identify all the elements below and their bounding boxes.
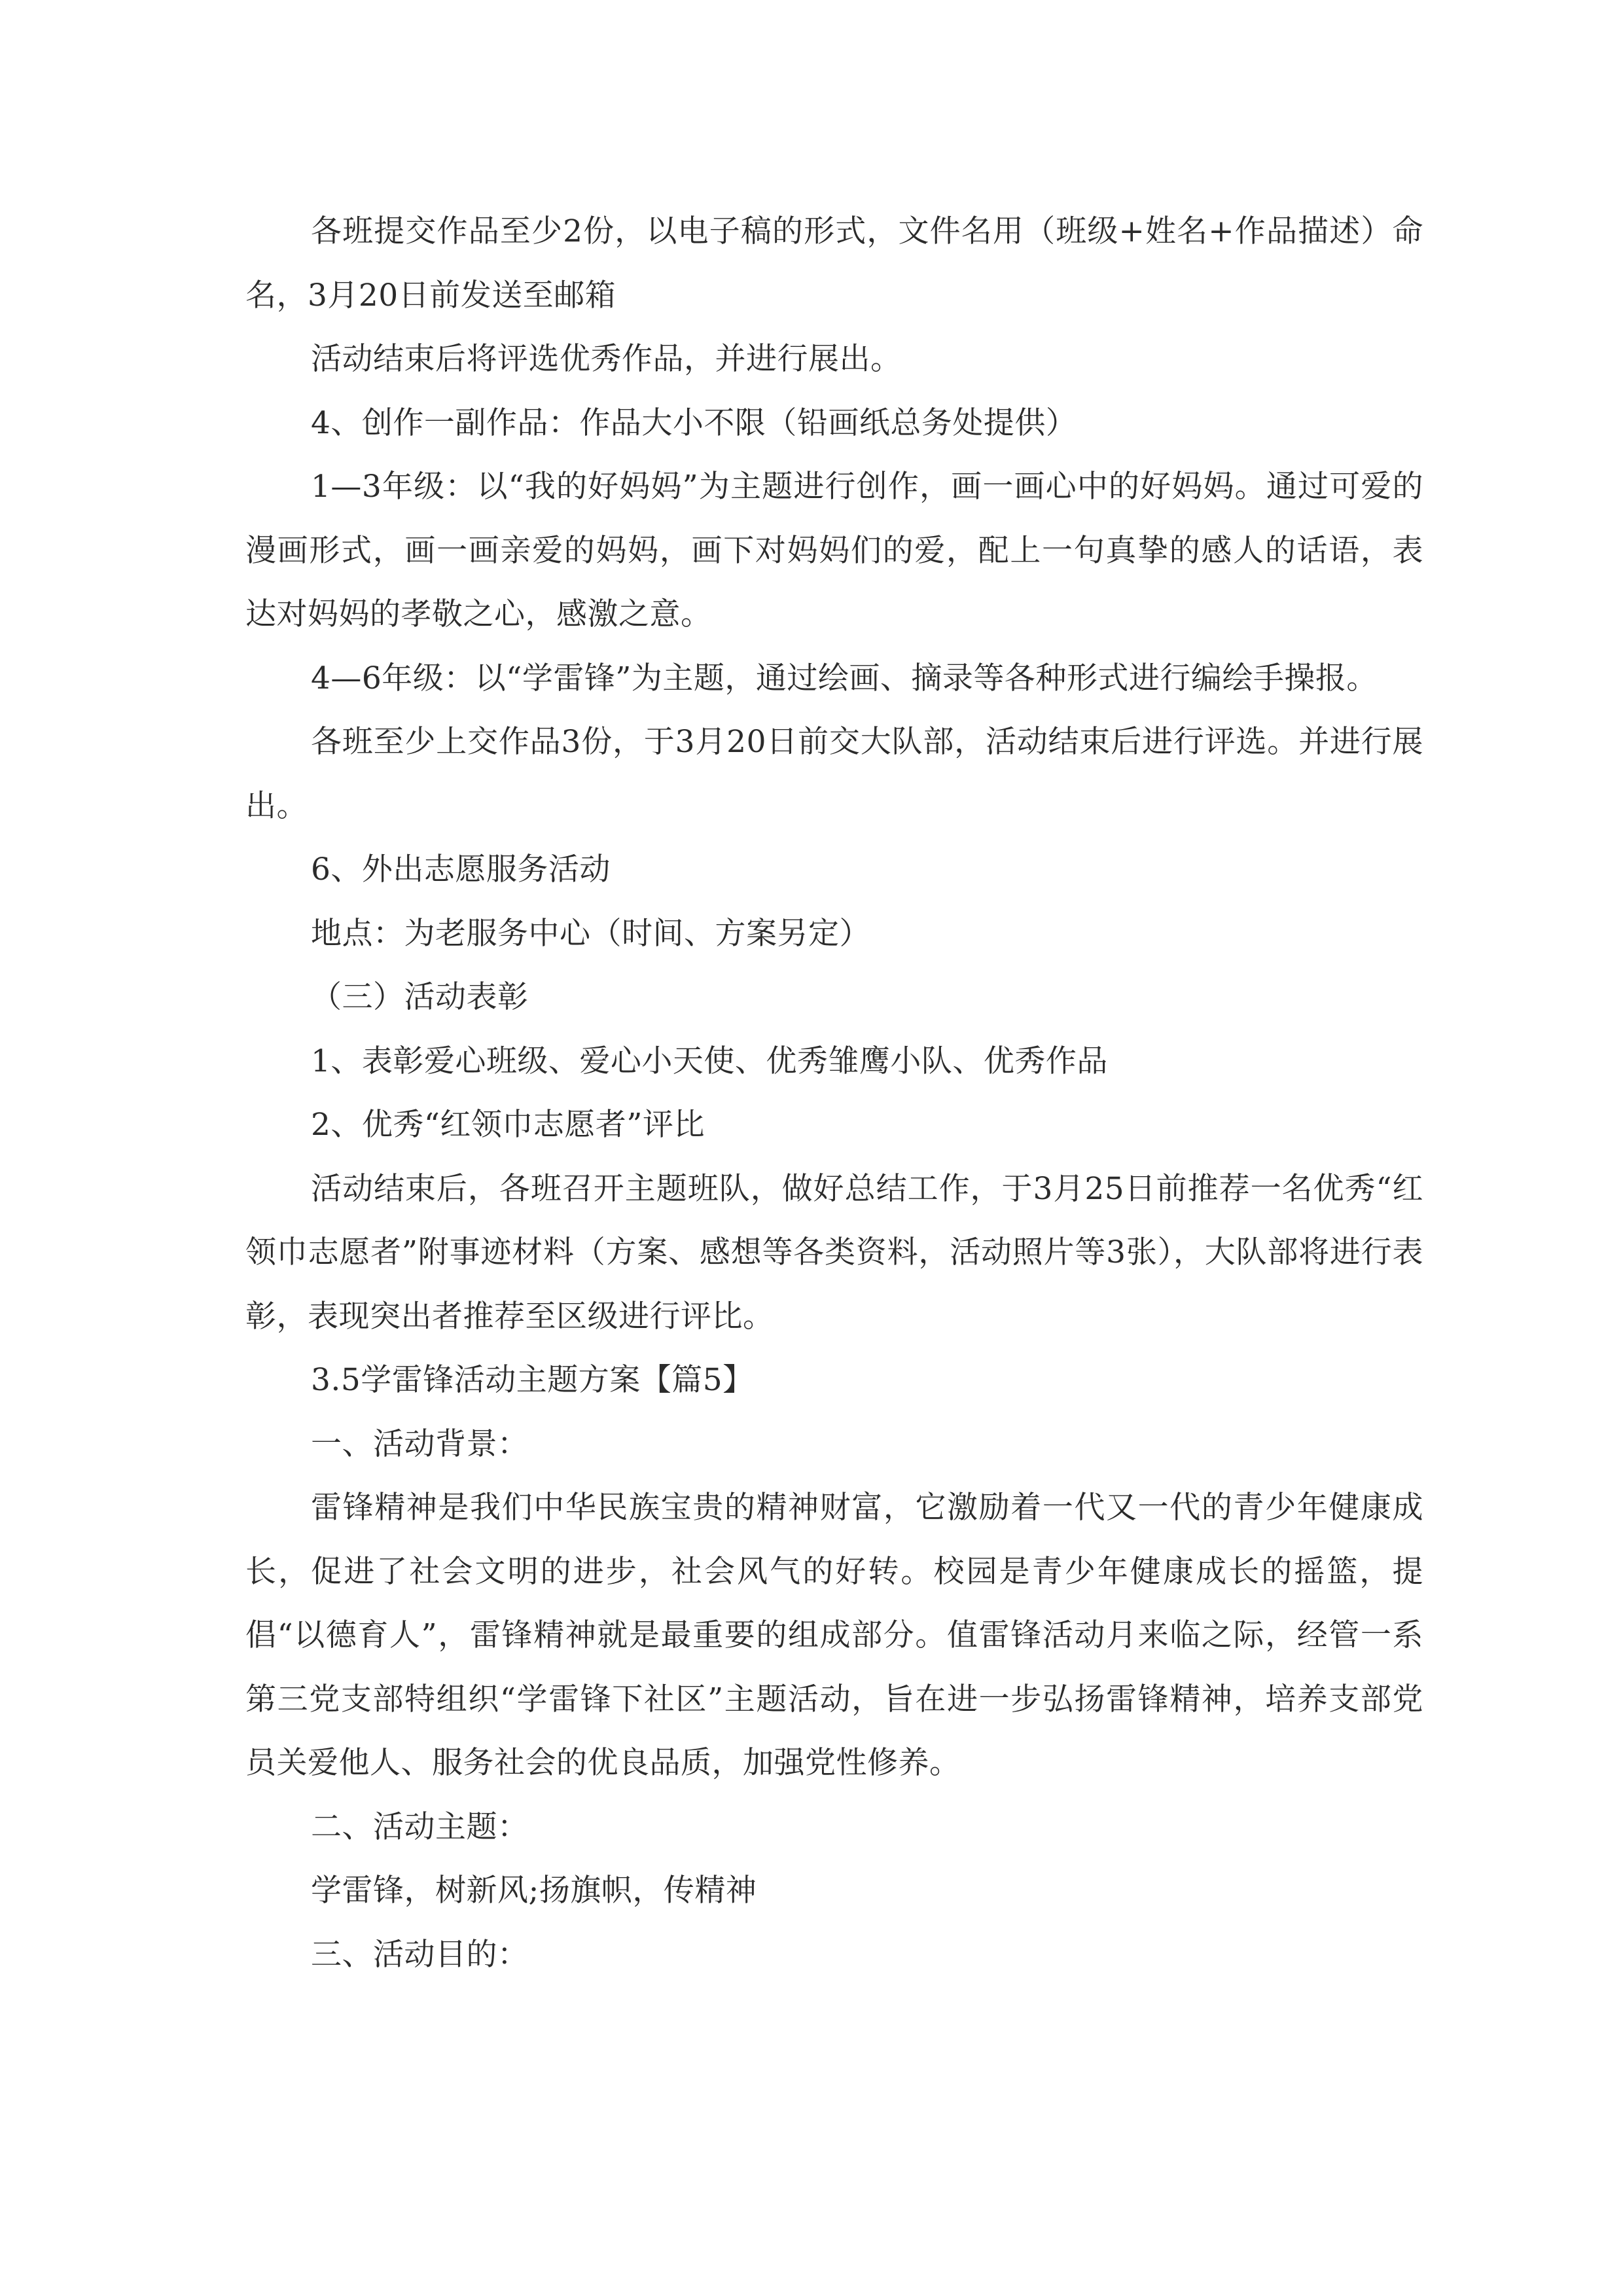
paragraph: 学雷锋，树新风;扬旗帜，传精神 [311, 1873, 757, 1909]
paragraph: 各班至少上交作品3份，于3月20日前交大队部，活动结束后进行评选。并进行展出。 [245, 724, 1423, 824]
paragraph: 4、创作一副作品：作品大小不限（铅画纸总务处提供） [311, 404, 1077, 441]
section-heading: 三、活动目的： [311, 1936, 529, 1973]
paragraph: 2、优秀“红领巾志愿者”评比 [311, 1107, 705, 1143]
document-body [245, 200, 1423, 1986]
paragraph: 活动结束后，各班召开主题班队，做好总结工作，于3月25日前推荐一名优秀“红领巾志愿者”附事迹材料（方案、感想等各类资料，活动照片等3张），大队部将进行表彰，表现突出者推荐至区级进行评比。 [245, 1170, 1423, 1335]
section-title: 3.5学雷锋活动主题方案【篇5】 [311, 1362, 754, 1398]
paragraph: 各班提交作品至少2份，以电子稿的形式，文件名用（班级+姓名+作品描述）命名，3月20日前发送至邮箱 [245, 213, 1423, 314]
paragraph: 地点：为老服务中心（时间、方案另定） [311, 915, 870, 952]
paragraph: 雷锋精神是我们中华民族宝贵的精神财富，它激励着一代又一代的青少年健康成长，促进了社会文明的进步，社会风气的好转。校园是青少年健康成长的摇篮，提倡“以德育人”，雷锋精神就是最重要的组成部分。值雷锋活动月来临之际，经管一系第三党支部特组织“学雷锋下社区”主题活动，旨在进一步弘扬雷锋精神，培养支部党员关爱他人、服务社会的优良品质，加强党性修养。 [245, 1490, 1423, 1781]
paragraph: 6、外出志愿服务活动 [311, 852, 611, 888]
paragraph: 活动结束后将评选优秀作品，并进行展出。 [311, 341, 902, 377]
paragraph: 4—6年级：以“学雷锋”为主题，通过绘画、摘录等各种形式进行编绘手操报。 [311, 660, 1378, 696]
section-heading: 二、活动主题： [311, 1808, 529, 1845]
paragraph: 1—3年级：以“我的好妈妈”为主题进行创作，画一画心中的好妈妈。通过可爱的漫画形式，画一画亲爱的妈妈，画下对妈妈们的爱，配上一句真挚的感人的话语，表达对妈妈的孝敬之心，感激之意。 [245, 469, 1423, 632]
section-heading: （三）活动表彰 [311, 979, 529, 1015]
paragraph: 1、表彰爱心班级、爱心小天使、优秀雏鹰小队、优秀作品 [311, 1043, 1108, 1079]
section-heading: 一、活动背景： [311, 1426, 529, 1462]
